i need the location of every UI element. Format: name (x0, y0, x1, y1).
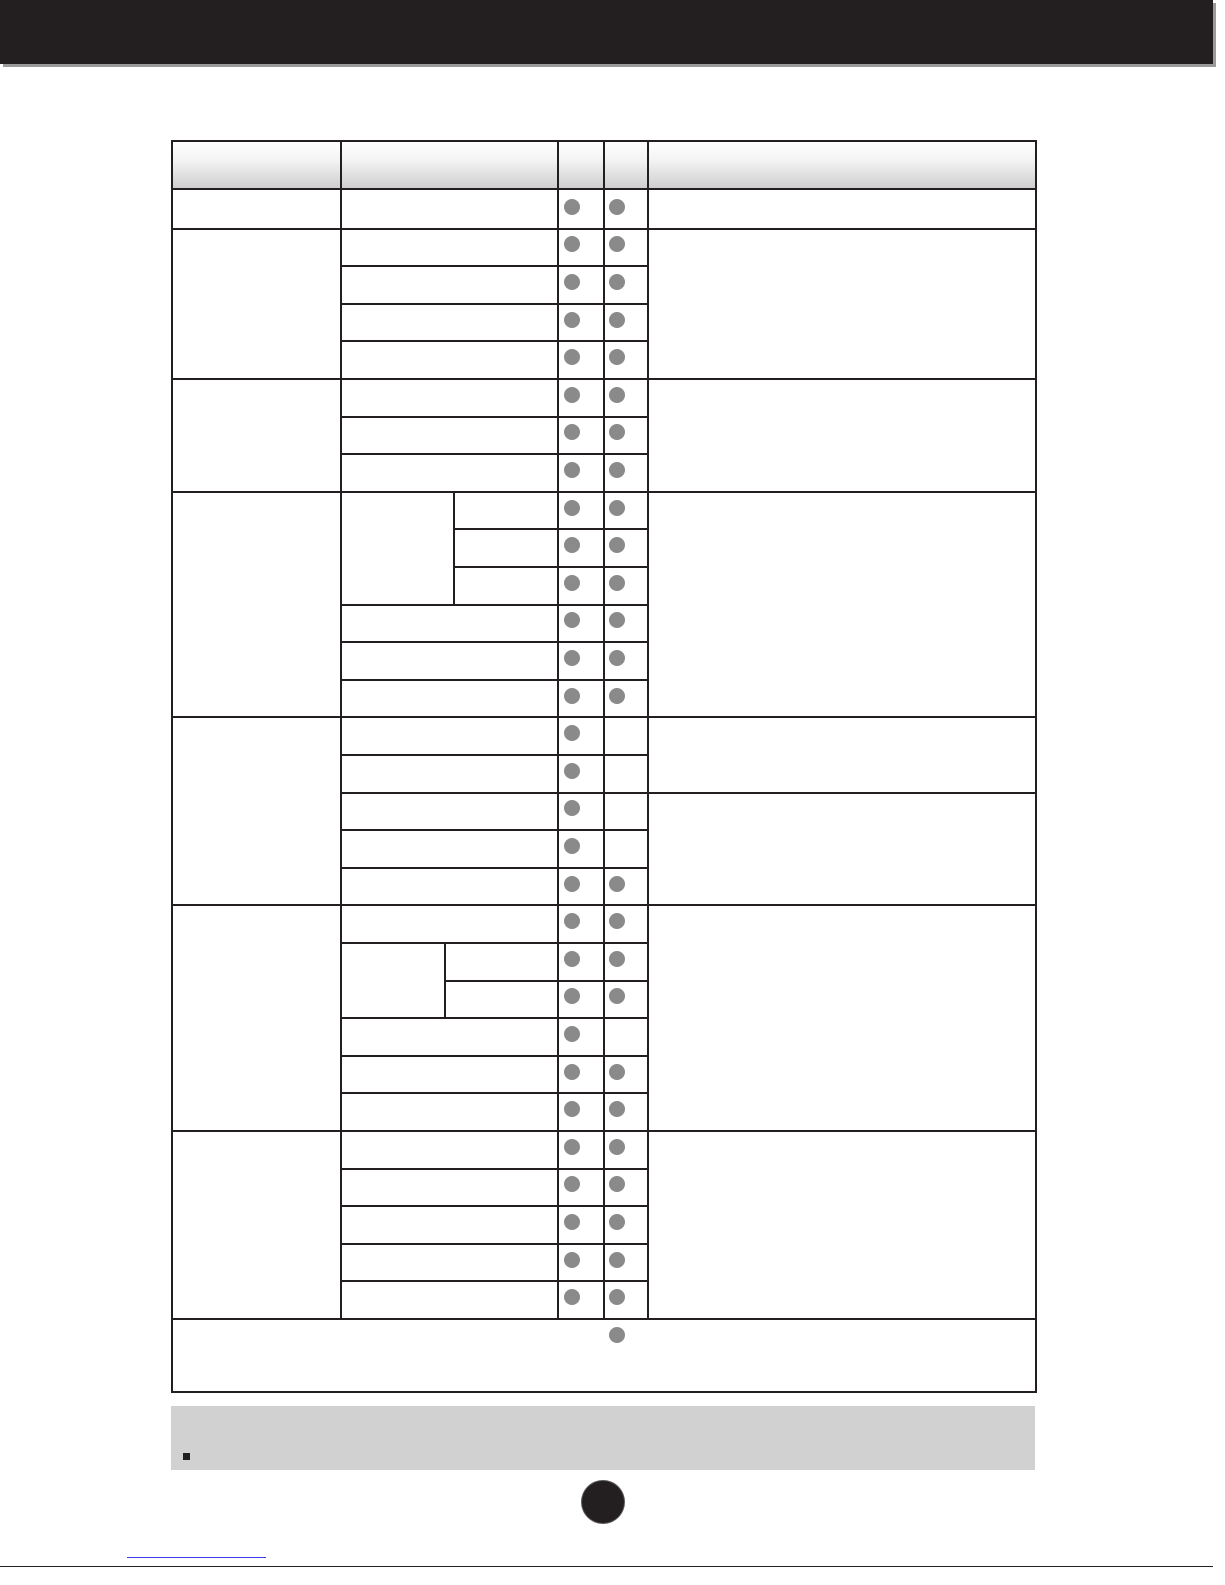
group-rule (171, 378, 1037, 380)
row-rule (340, 604, 647, 606)
footer-link[interactable] (127, 1557, 266, 1558)
group-rule (171, 1318, 1037, 1320)
support-dot-icon (609, 1139, 625, 1155)
group-rule (171, 904, 1037, 906)
support-dot-icon (609, 951, 625, 967)
support-dot-icon (609, 575, 625, 591)
support-dot-icon (564, 688, 580, 704)
row-rule (340, 416, 647, 418)
support-dot-icon (564, 1252, 580, 1268)
support-dot-icon (564, 1214, 580, 1230)
support-dot-icon (564, 838, 580, 854)
support-dot-icon (609, 688, 625, 704)
column-divider (557, 142, 559, 1318)
support-dot-icon (564, 575, 580, 591)
page-number-badge (582, 1481, 624, 1523)
row-rule (340, 1280, 647, 1282)
row-rule (455, 528, 647, 530)
bottom-rule (0, 1566, 1213, 1567)
row-rule (340, 942, 647, 944)
sub-divider (453, 491, 455, 604)
row-rule (340, 829, 647, 831)
note-box (171, 1406, 1035, 1470)
support-dot-icon (609, 650, 625, 666)
group-rule (647, 792, 1037, 794)
column-divider (647, 142, 649, 1318)
support-dot-icon (609, 387, 625, 403)
row-rule (340, 754, 647, 756)
row-rule (340, 303, 647, 305)
support-dot-icon (564, 387, 580, 403)
support-dot-icon (564, 876, 580, 892)
row-rule (446, 980, 647, 982)
row-rule (340, 1168, 647, 1170)
group-rule (171, 228, 1037, 230)
row-rule (340, 679, 647, 681)
row-rule (340, 1092, 647, 1094)
support-dot-icon (564, 1064, 580, 1080)
row-rule (340, 1243, 647, 1245)
group-rule (171, 491, 1037, 493)
support-dot-icon (609, 1064, 625, 1080)
row-rule (340, 1055, 647, 1057)
sub-divider (444, 942, 446, 1017)
support-dot-icon (564, 274, 580, 290)
support-dot-icon (564, 312, 580, 328)
bullet-icon (183, 1453, 190, 1460)
row-rule (455, 566, 647, 568)
support-dot-icon (564, 951, 580, 967)
row-rule (340, 867, 647, 869)
row-rule (340, 641, 647, 643)
support-dot-icon (564, 500, 580, 516)
support-dot-icon (609, 500, 625, 516)
support-dot-icon (609, 876, 625, 892)
support-dot-icon (609, 312, 625, 328)
row-rule (340, 792, 647, 794)
row-rule (340, 453, 647, 455)
support-dot-icon (609, 199, 625, 215)
support-dot-icon (564, 1139, 580, 1155)
support-dot-icon (609, 1214, 625, 1230)
support-dot-icon (609, 1252, 625, 1268)
row-rule (340, 265, 647, 267)
support-dot-icon (609, 462, 625, 478)
support-dot-icon (564, 650, 580, 666)
support-dot-icon (564, 763, 580, 779)
support-dot-icon (609, 274, 625, 290)
column-divider (340, 142, 342, 1318)
top-header-bar (0, 0, 1213, 64)
support-dot-icon (564, 462, 580, 478)
row-rule (340, 340, 647, 342)
support-dot-icon (564, 199, 580, 215)
support-dot-icon (609, 1327, 625, 1343)
group-rule (171, 716, 1037, 718)
row-rule (340, 1017, 647, 1019)
column-divider (603, 142, 605, 1318)
row-rule (340, 1205, 647, 1207)
support-dot-icon (564, 1026, 580, 1042)
group-rule (171, 1130, 1037, 1132)
